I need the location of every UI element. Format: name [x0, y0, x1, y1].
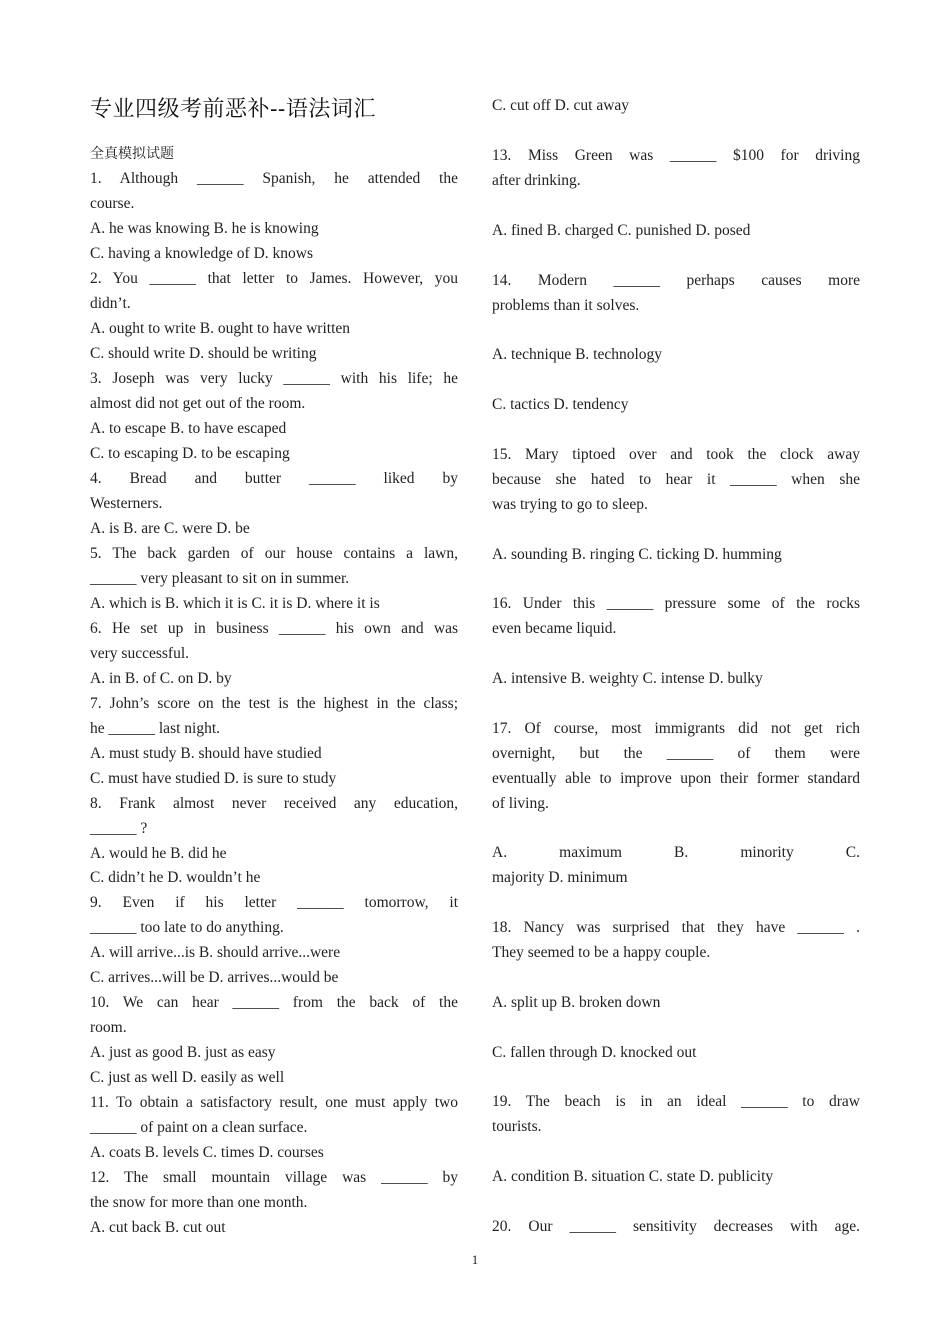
left-text-line: 9. Even if his letter ______ tomorrow, it	[90, 894, 458, 911]
right-text-line: A. technique B. technology	[492, 346, 663, 363]
left-text-line: A. would he B. did he	[90, 845, 227, 862]
right-text-line: tourists.	[492, 1118, 542, 1135]
right-text-line: C. cut off D. cut away	[492, 97, 630, 114]
left-text-line: 6. He set up in business ______ his own and was	[90, 620, 458, 637]
right-text-line: 13. Miss Green was ______ $100 for driving	[492, 147, 860, 164]
right-text-line: A. fined B. charged C. punished D. posed	[492, 222, 751, 239]
left-text-line: 5. The back garden of our house contains a lawn,	[90, 545, 458, 562]
left-text-line: A. will arrive...is B. should arrive...were	[90, 944, 341, 961]
right-text-line: was trying to go to sleep.	[492, 496, 648, 513]
right-text-line: They seemed to be a happy couple.	[492, 944, 711, 961]
left-text-line: ______ very pleasant to sit on in summer.	[90, 570, 350, 587]
left-text-line: 12. The small mountain village was ______ by	[90, 1169, 458, 1186]
left-text-line: room.	[90, 1019, 127, 1036]
right-text-line: 19. The beach is in an ideal ______ to draw	[492, 1093, 860, 1110]
left-text-line: A. he was knowing B. he is knowing	[90, 220, 319, 237]
left-text-line: A. ought to write B. ought to have written	[90, 320, 351, 337]
right-text-line: problems than it solves.	[492, 297, 640, 314]
right-text-line: 20. Our ______ sensitivity decreases with age.	[492, 1218, 860, 1235]
left-text-line: C. arrives...will be D. arrives...would be	[90, 969, 339, 986]
left-text-line: 10. We can hear ______ from the back of the	[90, 994, 458, 1011]
left-text-line: C. didn’t he D. wouldn’t he	[90, 869, 261, 886]
right-text-line: overnight, but the ______ of them were	[492, 745, 860, 762]
left-text-line: A. in B. of C. on D. by	[90, 670, 232, 687]
left-text-line: A. cut back B. cut out	[90, 1219, 226, 1236]
left-text-line: A. must study B. should have studied	[90, 745, 322, 762]
left-text-line: A. coats B. levels C. times D. courses	[90, 1144, 324, 1161]
right-text-line: C. fallen through D. knocked out	[492, 1044, 697, 1061]
left-text-line: didn’t.	[90, 295, 131, 312]
right-text-line: A. maximum B. minority C.	[492, 844, 860, 861]
left-text-line: C. having a knowledge of D. knows	[90, 245, 313, 262]
right-text-line: 17. Of course, most immigrants did not get rich	[492, 720, 860, 737]
left-text-line: C. just as well D. easily as well	[90, 1069, 285, 1086]
left-text-line: he ______ last night.	[90, 720, 221, 737]
left-text-line: 4. Bread and butter ______ liked by	[90, 470, 458, 487]
right-text-line: A. sounding B. ringing C. ticking D. humming	[492, 546, 782, 563]
left-text-line: the snow for more than one month.	[90, 1194, 308, 1211]
right-text-line: because she hated to hear it ______ when she	[492, 471, 860, 488]
page-title: 专业四级考前恶补--语法词汇	[90, 97, 376, 122]
right-text-line: eventually able to improve upon their former standard	[492, 770, 860, 787]
right-text-line: even became liquid.	[492, 620, 617, 637]
left-text-line: C. to escaping D. to be escaping	[90, 445, 290, 462]
left-text-line: 8. Frank almost never received any education,	[90, 795, 458, 812]
right-text-line: A. condition B. situation C. state D. publicity	[492, 1168, 774, 1185]
left-text-line: course.	[90, 195, 135, 212]
left-text-line: 1. Although ______ Spanish, he attended the	[90, 170, 458, 187]
left-text-line: almost did not get out of the room.	[90, 395, 306, 412]
right-text-line: 15. Mary tiptoed over and took the clock away	[492, 446, 860, 463]
left-text-line: very successful.	[90, 645, 189, 662]
left-text-line: C. should write D. should be writing	[90, 345, 317, 362]
left-text-line: 全真模拟试题	[90, 146, 174, 162]
right-text-line: 18. Nancy was surprised that they have ______ .	[492, 919, 860, 936]
left-text-line: ______ ?	[90, 820, 148, 837]
left-text-line: 11. To obtain a satisfactory result, one must apply two	[90, 1094, 458, 1111]
right-text-line: 14. Modern ______ perhaps causes more	[492, 272, 860, 289]
left-text-line: 7. John’s score on the test is the highest in the class;	[90, 695, 458, 712]
right-text-line: 16. Under this ______ pressure some of the rocks	[492, 595, 860, 612]
left-text-line: 2. You ______ that letter to James. However, you	[90, 270, 458, 287]
left-text-line: A. just as good B. just as easy	[90, 1044, 276, 1061]
left-text-line: 3. Joseph was very lucky ______ with his life; he	[90, 370, 458, 387]
right-text-line: C. tactics D. tendency	[492, 396, 629, 413]
right-text-line: A. intensive B. weighty C. intense D. bulky	[492, 670, 763, 687]
left-text-line: A. which is B. which it is C. it is D. where it is	[90, 595, 380, 612]
right-text-line: majority D. minimum	[492, 869, 628, 886]
left-text-line: A. is B. are C. were D. be	[90, 520, 250, 537]
left-text-line: ______ too late to do anything.	[90, 919, 284, 936]
left-text-line: C. must have studied D. is sure to study	[90, 770, 337, 787]
right-text-line: of living.	[492, 795, 549, 812]
left-text-line: A. to escape B. to have escaped	[90, 420, 287, 437]
left-text-line: ______ of paint on a clean surface.	[90, 1119, 308, 1136]
right-text-line: A. split up B. broken down	[492, 994, 661, 1011]
right-text-line: after drinking.	[492, 172, 581, 189]
left-text-line: Westerners.	[90, 495, 163, 512]
page-number: 1	[471, 1252, 479, 1267]
